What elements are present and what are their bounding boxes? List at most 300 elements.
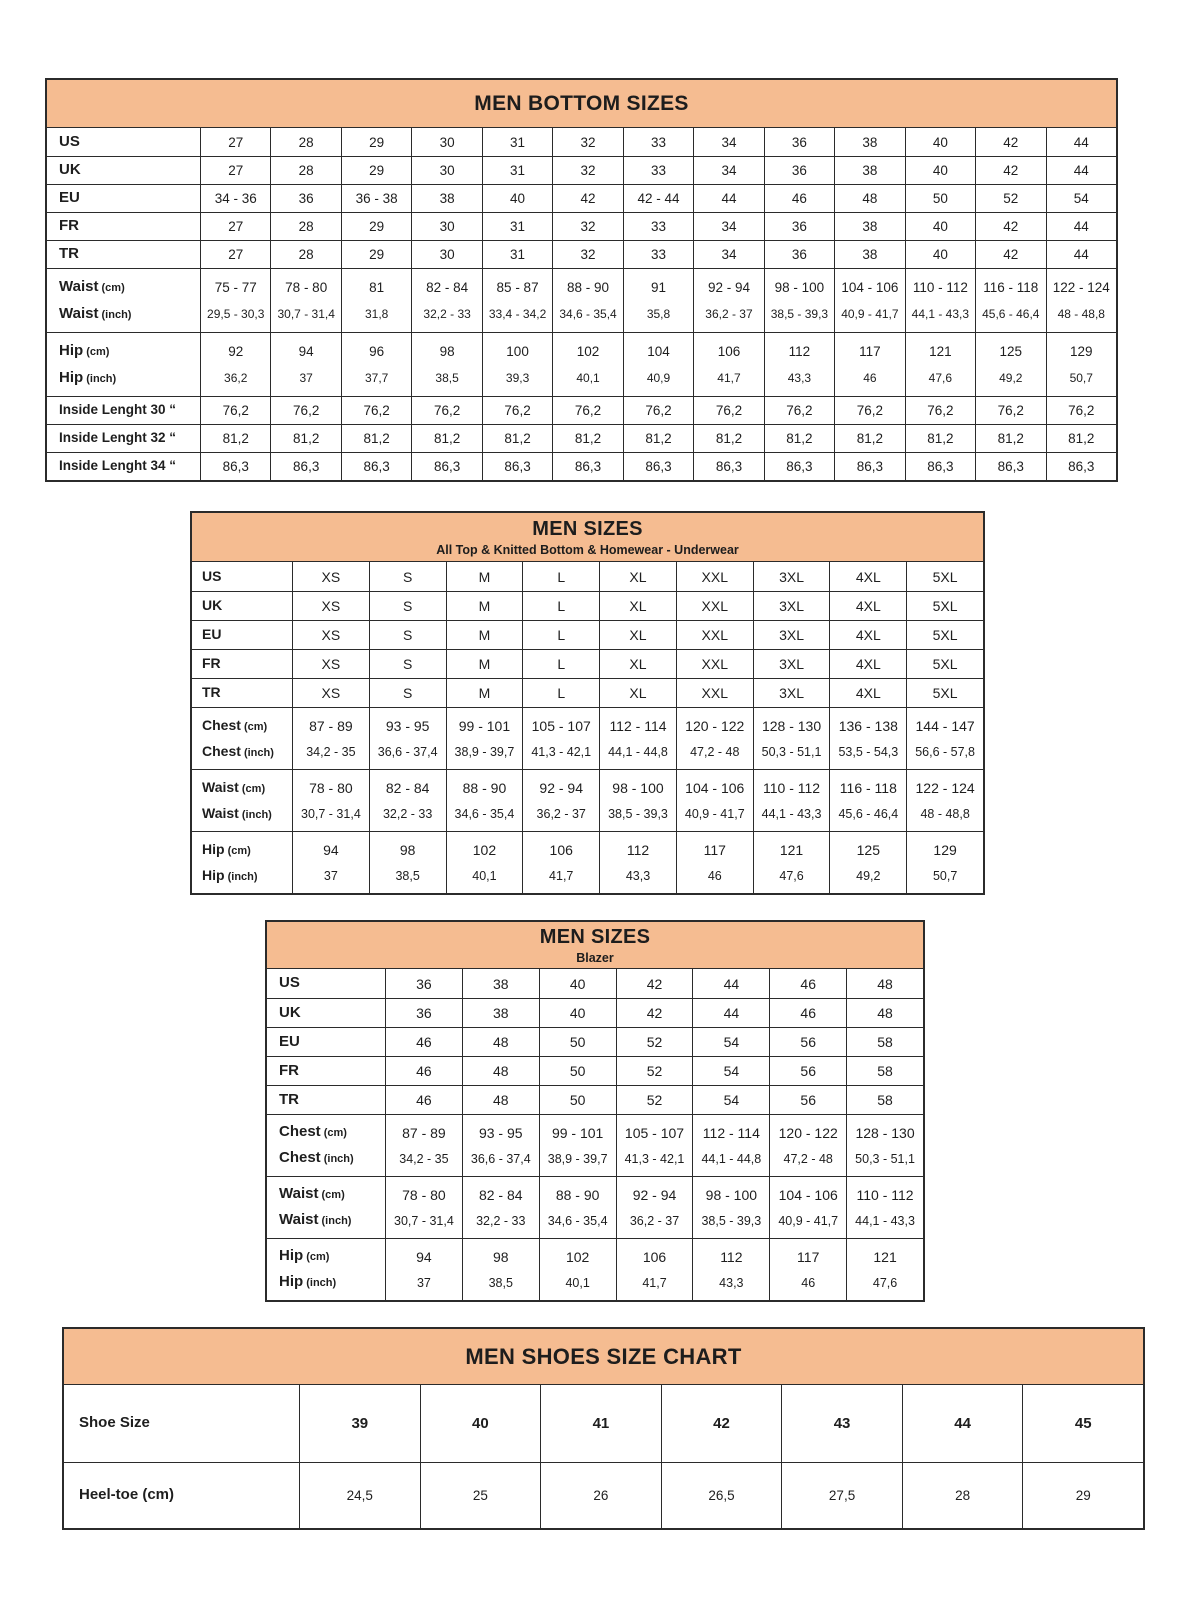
table-cell: 30 bbox=[411, 213, 481, 240]
table-cell: 76,2 bbox=[200, 397, 270, 424]
table-cell bbox=[200, 269, 270, 332]
table-row bbox=[267, 1056, 923, 1085]
table-cell: 26,5 bbox=[661, 1463, 782, 1528]
row-label-unit: (inch) bbox=[98, 308, 132, 321]
cell-value-cm: 117 bbox=[859, 344, 881, 360]
cell-value-cm: 88 - 90 bbox=[462, 780, 507, 797]
table-cell: 45 bbox=[1022, 1385, 1143, 1462]
table-cell: 48 bbox=[846, 999, 923, 1027]
cell-value-cm: 112 - 114 bbox=[609, 718, 667, 735]
table-cell: 4XL bbox=[829, 621, 906, 649]
cell-value-cm: 93 - 95 bbox=[478, 1125, 523, 1142]
table-cell: 36 bbox=[385, 999, 462, 1027]
table-row bbox=[47, 240, 1116, 268]
cell-value-cm: 94 bbox=[416, 1249, 432, 1266]
row-label-text: Waist bbox=[279, 1185, 319, 1203]
table-cell bbox=[846, 1177, 923, 1238]
table-body bbox=[64, 1385, 1143, 1528]
table-row bbox=[47, 268, 1116, 332]
row-label bbox=[47, 128, 200, 156]
men-sizes-blazer-table bbox=[265, 920, 925, 1302]
row-label-text: Hip bbox=[202, 866, 225, 883]
table-cell bbox=[446, 708, 523, 769]
row-label-text: US bbox=[279, 974, 300, 992]
row-label-unit: (cm) bbox=[303, 1251, 330, 1264]
row-label-text: TR bbox=[202, 684, 221, 701]
cell-value-inch: 35,8 bbox=[646, 306, 671, 321]
table-row bbox=[192, 620, 983, 649]
table-cell bbox=[676, 708, 753, 769]
table-row bbox=[267, 1085, 923, 1114]
cell-value-inch: 43,3 bbox=[787, 370, 812, 385]
row-label-unit: (inch) bbox=[238, 808, 272, 821]
cell-value-cm: 104 - 106 bbox=[685, 780, 745, 797]
table-cell bbox=[446, 770, 523, 831]
table-cell: 56 bbox=[769, 1028, 846, 1056]
cell-value-cm: 75 - 77 bbox=[214, 280, 257, 296]
cell-value-cm: 87 - 89 bbox=[309, 718, 353, 735]
table-cell: 48 bbox=[462, 1028, 539, 1056]
table-cell bbox=[906, 708, 983, 769]
table-cell: 4XL bbox=[829, 562, 906, 591]
row-label-text: UK bbox=[202, 597, 223, 614]
cell-value-cm: 99 - 101 bbox=[458, 718, 511, 735]
table-cell: 32 bbox=[552, 241, 622, 268]
cell-value-cm: 122 - 124 bbox=[915, 780, 975, 797]
table-cell: 48 bbox=[462, 1057, 539, 1085]
table-cell: 42 bbox=[616, 969, 693, 998]
cell-value-inch: 38,5 - 39,3 bbox=[770, 306, 829, 321]
table-cell: 42 bbox=[975, 241, 1045, 268]
table-row bbox=[47, 128, 1116, 156]
cell-value-cm: 88 - 90 bbox=[555, 1187, 600, 1204]
table-cell: 86,3 bbox=[552, 453, 622, 480]
row-label-text: Waist bbox=[202, 779, 239, 796]
row-label-text: Inside Lenght 32 “ bbox=[59, 430, 177, 446]
cell-value-inch: 37 bbox=[299, 370, 313, 385]
row-label-text: Inside Lenght 30 “ bbox=[59, 402, 177, 418]
cell-value-cm: 98 bbox=[399, 842, 416, 859]
table-cell bbox=[753, 770, 830, 831]
table-cell: 31 bbox=[482, 213, 552, 240]
cell-value-inch: 38,5 - 39,3 bbox=[608, 806, 668, 821]
cell-value-cm: 112 bbox=[788, 344, 811, 360]
cell-value-inch: 45,6 - 46,4 bbox=[982, 306, 1040, 321]
table-cell: 46 bbox=[385, 1057, 462, 1085]
table-cell: 42 bbox=[975, 213, 1045, 240]
table-cell: 4XL bbox=[829, 679, 906, 707]
row-label-text: UK bbox=[279, 1003, 301, 1021]
cell-value-cm: 85 - 87 bbox=[496, 280, 539, 296]
row-label bbox=[47, 157, 200, 184]
table-header bbox=[64, 1329, 1143, 1385]
cell-value-cm: 91 bbox=[650, 280, 666, 296]
cell-value-cm: 82 - 84 bbox=[478, 1187, 523, 1204]
row-label bbox=[192, 679, 292, 707]
table-cell: 32 bbox=[552, 213, 622, 240]
table-title: MEN SIZES bbox=[532, 517, 643, 540]
table-cell: 76,2 bbox=[764, 397, 834, 424]
table-header bbox=[192, 513, 983, 562]
row-label-text: EU bbox=[59, 189, 80, 207]
table-cell: 81,2 bbox=[834, 425, 904, 452]
cell-value-cm: 102 bbox=[576, 344, 600, 360]
cell-value-inch: 39,3 bbox=[505, 370, 530, 385]
row-label-text: FR bbox=[59, 217, 79, 235]
cell-value-cm: 125 bbox=[999, 344, 1023, 360]
row-label bbox=[47, 185, 200, 212]
row-label bbox=[192, 770, 292, 831]
row-label bbox=[64, 1385, 299, 1462]
cell-value-inch: 47,6 bbox=[928, 370, 953, 385]
table-cell: XS bbox=[292, 592, 369, 620]
cell-value-inch: 30,7 - 31,4 bbox=[277, 306, 335, 321]
table-row bbox=[47, 156, 1116, 184]
cell-value-cm: 128 - 130 bbox=[855, 1125, 915, 1142]
table-cell bbox=[270, 269, 340, 332]
table-cell: 33 bbox=[623, 241, 693, 268]
cell-value-cm: 78 - 80 bbox=[285, 280, 328, 296]
table-cell bbox=[834, 269, 904, 332]
table-cell bbox=[764, 269, 834, 332]
table-cell: 38 bbox=[834, 157, 904, 184]
cell-value-cm: 94 bbox=[323, 842, 339, 859]
table-cell: 81,2 bbox=[905, 425, 975, 452]
table-cell: 81,2 bbox=[270, 425, 340, 452]
cell-value-cm: 98 - 100 bbox=[774, 280, 825, 296]
row-label-text: FR bbox=[202, 655, 221, 672]
table-cell bbox=[292, 708, 369, 769]
table-cell: 29 bbox=[341, 241, 411, 268]
table-cell: 52 bbox=[616, 1028, 693, 1056]
table-cell: 38 bbox=[462, 999, 539, 1027]
cell-value-inch: 38,9 - 39,7 bbox=[547, 1151, 608, 1166]
table-cell: 31 bbox=[482, 241, 552, 268]
table-title: MEN SIZES bbox=[539, 925, 651, 948]
table-cell bbox=[829, 708, 906, 769]
row-label bbox=[192, 650, 292, 678]
cell-value-inch: 43,3 bbox=[625, 868, 651, 883]
cell-value-cm: 117 bbox=[703, 842, 726, 859]
table-cell: 40 bbox=[905, 213, 975, 240]
row-label-text: Inside Lenght 34 “ bbox=[59, 458, 177, 474]
table-cell: 76,2 bbox=[482, 397, 552, 424]
cell-value-cm: 121 bbox=[929, 344, 952, 360]
table-cell bbox=[616, 1115, 693, 1176]
table-cell: 86,3 bbox=[693, 453, 763, 480]
row-label bbox=[267, 1177, 385, 1238]
cell-value-cm: 116 - 118 bbox=[983, 280, 1039, 296]
cell-value-cm: 112 - 114 bbox=[702, 1125, 760, 1142]
table-cell: 40 bbox=[539, 969, 616, 998]
table-cell: L bbox=[522, 621, 599, 649]
cell-value-cm: 98 bbox=[439, 344, 455, 360]
table-cell: S bbox=[369, 621, 446, 649]
table-cell bbox=[769, 1115, 846, 1176]
row-label bbox=[267, 1028, 385, 1056]
table-title: MEN BOTTOM SIZES bbox=[474, 91, 689, 115]
table-cell: XXL bbox=[676, 679, 753, 707]
table-cell: 40 bbox=[905, 128, 975, 156]
table-cell: 42 bbox=[661, 1385, 782, 1462]
table-cell: 76,2 bbox=[975, 397, 1045, 424]
table-cell: L bbox=[522, 650, 599, 678]
row-label-text: Chest bbox=[202, 742, 241, 759]
row-label-text: Shoe Size bbox=[79, 1414, 150, 1432]
table-cell bbox=[369, 770, 446, 831]
cell-value-inch: 32,2 - 33 bbox=[382, 806, 433, 821]
row-label bbox=[192, 562, 292, 591]
table-cell bbox=[385, 1115, 462, 1176]
table-cell: XXL bbox=[676, 650, 753, 678]
table-cell bbox=[905, 333, 975, 396]
table-cell bbox=[905, 269, 975, 332]
table-cell: XS bbox=[292, 679, 369, 707]
cell-value-inch: 41,7 bbox=[717, 370, 741, 385]
cell-value-inch: 41,3 - 42,1 bbox=[531, 744, 592, 759]
cell-value-inch: 47,2 - 48 bbox=[690, 744, 740, 759]
table-cell: 39 bbox=[299, 1385, 420, 1462]
table-cell: 54 bbox=[1046, 185, 1116, 212]
table-cell: 86,3 bbox=[975, 453, 1045, 480]
table-cell: 58 bbox=[846, 1057, 923, 1085]
cell-value-cm: 128 - 130 bbox=[761, 718, 822, 735]
table-cell: M bbox=[446, 679, 523, 707]
row-label-text: Hip bbox=[202, 841, 225, 858]
table-cell bbox=[764, 333, 834, 396]
table-cell: XS bbox=[292, 621, 369, 649]
row-label-unit: (inch) bbox=[83, 372, 117, 385]
table-cell bbox=[522, 832, 599, 893]
table-cell: 5XL bbox=[906, 679, 983, 707]
row-label bbox=[47, 269, 200, 332]
cell-value-inch: 41,7 bbox=[549, 868, 574, 883]
table-cell bbox=[292, 770, 369, 831]
table-cell bbox=[676, 770, 753, 831]
table-cell bbox=[616, 1239, 693, 1300]
table-cell: 33 bbox=[623, 157, 693, 184]
table-cell: M bbox=[446, 621, 523, 649]
table-cell: 29 bbox=[1022, 1463, 1143, 1528]
table-cell: 3XL bbox=[753, 592, 830, 620]
row-label-text: Hip bbox=[279, 1247, 304, 1265]
table-cell: S bbox=[369, 650, 446, 678]
table-title: MEN SHOES SIZE CHART bbox=[465, 1343, 742, 1369]
table-cell: 36 bbox=[764, 213, 834, 240]
row-label-text: Waist bbox=[202, 804, 239, 821]
table-cell: 30 bbox=[411, 128, 481, 156]
table-cell: 54 bbox=[692, 1028, 769, 1056]
cell-value-inch: 44,1 - 43,3 bbox=[855, 1213, 915, 1228]
row-label bbox=[64, 1463, 299, 1528]
table-cell bbox=[385, 1239, 462, 1300]
cell-value-inch: 47,6 bbox=[779, 868, 804, 883]
table-cell: 50 bbox=[539, 1028, 616, 1056]
table-cell: XS bbox=[292, 650, 369, 678]
table-cell: 52 bbox=[616, 1086, 693, 1114]
table-row bbox=[192, 591, 983, 620]
cell-value-cm: 93 - 95 bbox=[385, 718, 430, 735]
cell-value-inch: 44,1 - 44,8 bbox=[608, 744, 668, 759]
table-cell: 44 bbox=[1046, 213, 1116, 240]
cell-value-cm: 92 - 94 bbox=[539, 780, 584, 797]
table-cell bbox=[769, 1177, 846, 1238]
row-label-text: Hip bbox=[279, 1273, 304, 1291]
table-cell bbox=[753, 708, 830, 769]
table-cell: 30 bbox=[411, 241, 481, 268]
table-cell: 3XL bbox=[753, 650, 830, 678]
table-cell: M bbox=[446, 562, 523, 591]
row-label-text: Hip bbox=[59, 342, 84, 359]
table-cell: 81,2 bbox=[693, 425, 763, 452]
table-cell bbox=[369, 708, 446, 769]
table-cell: 40 bbox=[420, 1385, 541, 1462]
table-cell: XL bbox=[599, 621, 676, 649]
cell-value-inch: 34,6 - 35,4 bbox=[559, 306, 617, 321]
table-cell: 28 bbox=[270, 157, 340, 184]
cell-value-inch: 49,2 bbox=[999, 370, 1023, 385]
table-row bbox=[267, 969, 923, 998]
table-cell: 56 bbox=[769, 1057, 846, 1085]
table-cell: 58 bbox=[846, 1086, 923, 1114]
row-label-text: TR bbox=[59, 245, 79, 263]
table-cell: 76,2 bbox=[834, 397, 904, 424]
table-row bbox=[47, 212, 1116, 240]
table-cell: 50 bbox=[539, 1057, 616, 1085]
table-cell bbox=[385, 1177, 462, 1238]
table-cell: 42 bbox=[552, 185, 622, 212]
table-cell: 5XL bbox=[906, 621, 983, 649]
row-label bbox=[267, 1115, 385, 1176]
cell-value-cm: 98 bbox=[492, 1249, 509, 1266]
table-cell bbox=[692, 1239, 769, 1300]
table-cell: 5XL bbox=[906, 562, 983, 591]
row-label bbox=[192, 621, 292, 649]
table-cell: 50 bbox=[905, 185, 975, 212]
table-cell: 28 bbox=[270, 128, 340, 156]
table-cell: 81,2 bbox=[552, 425, 622, 452]
table-cell: M bbox=[446, 650, 523, 678]
row-label bbox=[267, 1239, 385, 1300]
table-cell: 3XL bbox=[753, 621, 830, 649]
row-label-text: EU bbox=[202, 626, 222, 643]
cell-value-cm: 106 bbox=[549, 842, 573, 859]
table-cell: 81,2 bbox=[1046, 425, 1116, 452]
table-cell: 36 bbox=[764, 157, 834, 184]
table-cell: 38 bbox=[834, 128, 904, 156]
table-cell bbox=[482, 269, 552, 332]
cell-value-inch: 40,9 - 41,7 bbox=[778, 1213, 839, 1228]
cell-value-inch: 36,2 - 37 bbox=[629, 1213, 680, 1228]
cell-value-inch: 44,1 - 44,8 bbox=[701, 1151, 762, 1166]
table-cell: XL bbox=[599, 592, 676, 620]
cell-value-cm: 122 - 124 bbox=[1052, 280, 1110, 296]
table-cell bbox=[1046, 333, 1116, 396]
row-label-unit: (cm) bbox=[318, 1189, 345, 1202]
row-label-text: Chest bbox=[279, 1149, 321, 1167]
table-row bbox=[47, 184, 1116, 212]
table-row bbox=[192, 678, 983, 707]
table-body bbox=[192, 562, 983, 893]
table-cell: 46 bbox=[769, 999, 846, 1027]
table-cell bbox=[829, 832, 906, 893]
table-cell: XL bbox=[599, 679, 676, 707]
cell-value-inch: 40,1 bbox=[576, 370, 600, 385]
table-cell bbox=[462, 1177, 539, 1238]
row-label-text: US bbox=[202, 567, 222, 584]
table-cell: 44 bbox=[1046, 241, 1116, 268]
cell-value-inch: 37 bbox=[323, 868, 338, 883]
table-cell: 32 bbox=[552, 128, 622, 156]
table-cell bbox=[200, 333, 270, 396]
table-cell: 34 bbox=[693, 213, 763, 240]
table-cell: 5XL bbox=[906, 650, 983, 678]
table-row bbox=[192, 562, 983, 591]
row-label-unit: (cm) bbox=[83, 346, 110, 358]
table-cell: 27 bbox=[200, 157, 270, 184]
cell-value-cm: 106 bbox=[717, 344, 741, 360]
table-cell: 42 bbox=[975, 128, 1045, 156]
table-cell: 27 bbox=[200, 128, 270, 156]
table-cell: 28 bbox=[902, 1463, 1023, 1528]
cell-value-inch: 34,6 - 35,4 bbox=[547, 1213, 608, 1228]
cell-value-inch: 53,5 - 54,3 bbox=[838, 744, 899, 759]
table-cell: 33 bbox=[623, 213, 693, 240]
table-cell: 29 bbox=[341, 157, 411, 184]
row-label bbox=[192, 592, 292, 620]
row-label-text: EU bbox=[279, 1032, 300, 1050]
table-cell bbox=[462, 1115, 539, 1176]
cell-value-cm: 136 - 138 bbox=[838, 718, 898, 735]
table-cell: 36 bbox=[764, 128, 834, 156]
row-label-text: Hip bbox=[59, 368, 84, 386]
table-cell: 28 bbox=[270, 213, 340, 240]
cell-value-inch: 32,2 - 33 bbox=[476, 1213, 526, 1228]
table-cell: 46 bbox=[385, 1028, 462, 1056]
cell-value-inch: 56,6 - 57,8 bbox=[915, 744, 975, 759]
table-cell: XS bbox=[292, 562, 369, 591]
table-row bbox=[267, 998, 923, 1027]
table-body bbox=[267, 969, 923, 1300]
cell-value-inch: 40,1 bbox=[565, 1275, 590, 1290]
table-cell bbox=[834, 333, 904, 396]
cell-value-inch: 32,2 - 33 bbox=[423, 306, 471, 321]
cell-value-inch: 40,9 - 41,7 bbox=[684, 806, 745, 821]
table-cell bbox=[753, 832, 830, 893]
table-cell bbox=[623, 269, 693, 332]
table-cell: XL bbox=[599, 562, 676, 591]
table-row bbox=[47, 332, 1116, 396]
table-cell: 40 bbox=[539, 999, 616, 1027]
table-cell: 44 bbox=[693, 185, 763, 212]
cell-value-inch: 36,6 - 37,4 bbox=[470, 1151, 531, 1166]
row-label bbox=[267, 969, 385, 998]
table-cell: 86,3 bbox=[905, 453, 975, 480]
table-cell: L bbox=[522, 592, 599, 620]
table-cell bbox=[769, 1239, 846, 1300]
table-cell: 86,3 bbox=[482, 453, 552, 480]
table-cell: 38 bbox=[462, 969, 539, 998]
cell-value-inch: 46 bbox=[801, 1275, 816, 1290]
cell-value-inch: 40,1 bbox=[472, 868, 497, 883]
table-cell: 27,5 bbox=[781, 1463, 902, 1528]
row-label-text: Heel-toe (cm) bbox=[79, 1486, 175, 1504]
table-cell: XXL bbox=[676, 562, 753, 591]
cell-value-inch: 50,3 - 51,1 bbox=[855, 1151, 915, 1166]
table-cell: 40 bbox=[482, 185, 552, 212]
cell-value-inch: 50,3 - 51,1 bbox=[761, 744, 822, 759]
table-cell: 31 bbox=[482, 128, 552, 156]
